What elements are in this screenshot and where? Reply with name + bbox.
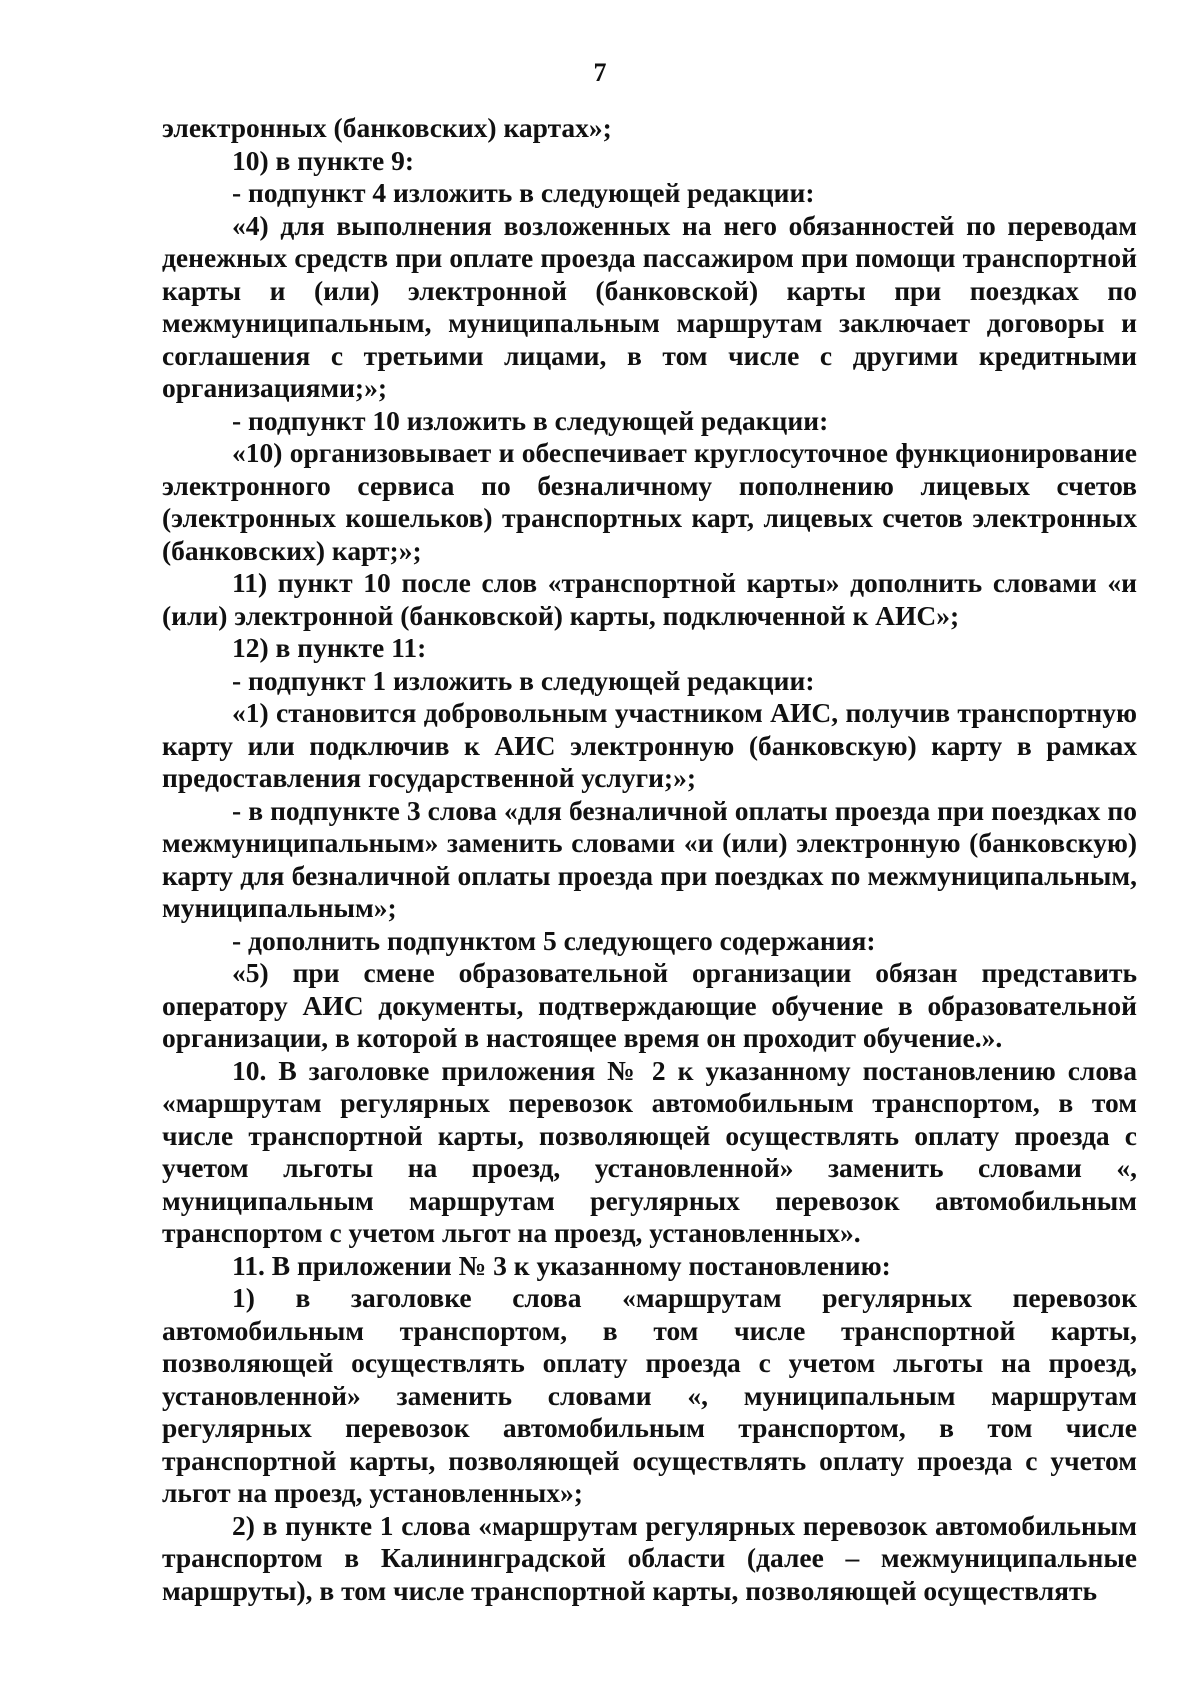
paragraph: - подпункт 10 изложить в следующей редакции: <box>232 404 829 436</box>
paragraph: - дополнить подпунктом 5 следующего содержания: <box>232 924 876 956</box>
paragraph: 11) пункт 10 после слов «транспортной карты» дополнить словами «и (или) электронной (банковской) карты, подключенной к АИС»; <box>162 567 1137 631</box>
paragraph: «1) становится добровольным участником АИС, получив транспортную карту или подключив к АИС электронную (банковскую) карту в рамках предоставления государственной услуги;»; <box>162 697 1137 793</box>
document-body <box>162 112 1137 1607</box>
paragraph: 2) в пункте 1 слова «маршрутам регулярных перевозок автомобильным транспортом в Калининградской области (далее – межмуниципальные маршруты), в том числе транспортной карты, позволяющей осуществлять <box>162 1509 1137 1606</box>
paragraph: «5) при смене образовательной организации обязан представить оператору АИС документы, подтверждающие обучение в образовательной организации, в которой в настоящее время он проходит обучение.». <box>162 957 1137 1053</box>
paragraph: 10. В заголовке приложения № 2 к указанному постановлению слова «маршрутам регулярных перевозок автомобильным транспортом, в том числе транспортной карты, позволяющей осуществлять оплату проезда с учетом льготы на проезд, установленной» заменить словами «, муниципальным маршрутам регулярных перевозок автомобильным транспортом с учетом льгот на проезд, установленных». <box>162 1054 1137 1248</box>
paragraph: 11. В приложении № 3 к указанному постановлению: <box>232 1249 891 1281</box>
paragraph: электронных (банковских) картах»; <box>162 112 612 143</box>
paragraph: 1) в заголовке слова «маршрутам регулярных перевозок автомобильным транспортом, в том числе транспортной карты, позволяющей осуществлять оплату проезда с учетом льготы на проезд, установленной» заменить словами «, муниципальным маршрутам регулярных перевозок автомобильным транспортом, в том числе транспортной карты, позволяющей осуществлять оплату проезда с учетом льгот на проезд, установленных»; <box>162 1282 1137 1508</box>
paragraph: «4) для выполнения возложенных на него обязанностей по переводам денежных средств при оплате проезда пассажиром при помощи транспортной карты и (или) электронной (банковской) карты при поездках по межмуниципальным, муниципальным маршрутам заключает договоры и соглашения с третьими лицами, в том числе с другими кредитными организациями;»; <box>162 209 1137 403</box>
paragraph: - подпункт 4 изложить в следующей редакции: <box>232 177 815 208</box>
paragraph: - подпункт 1 изложить в следующей редакции: <box>232 664 815 696</box>
paragraph: - в подпункте 3 слова «для безналичной оплаты проезда при поездках по межмуниципальным» заменить словами «и (или) электронную (банковскую) карту для безналичной оплаты проезда при поездках по межмуниципальным, муниципальным»; <box>162 794 1137 923</box>
paragraph: 12) в пункте 11: <box>232 632 427 663</box>
paragraph: 10) в пункте 9: <box>232 144 415 176</box>
paragraph: «10) организовывает и обеспечивает круглосуточное функционирование электронного сервиса по безналичному пополнению лицевых счетов (электронных кошельков) транспортных карт, лицевых счетов электронных (банковских) карт;»; <box>162 437 1137 566</box>
page-number: 7 <box>593 58 607 87</box>
